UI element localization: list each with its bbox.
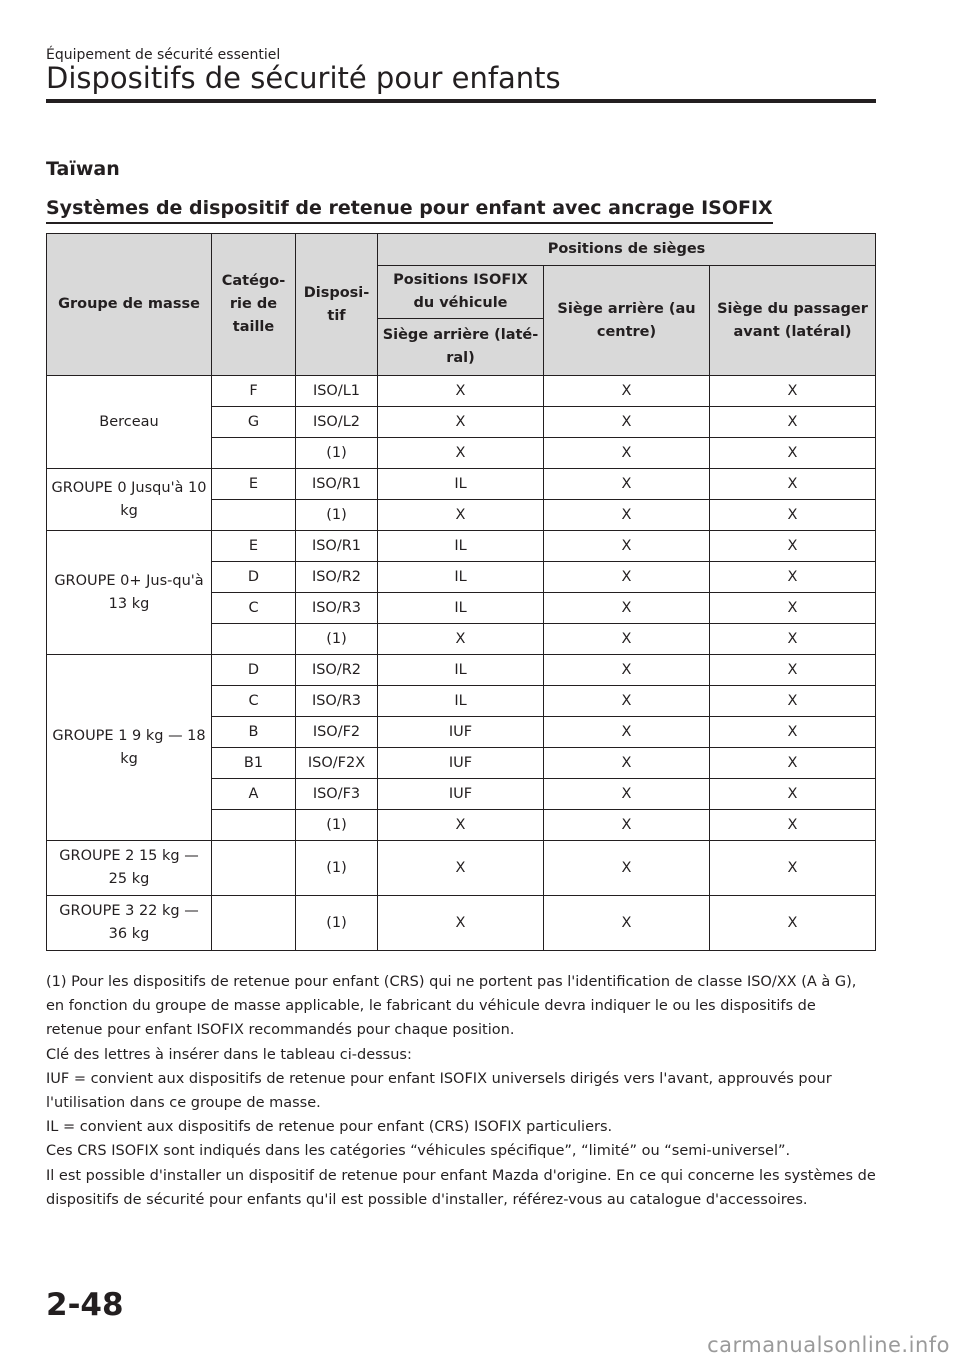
table-cell: X: [710, 748, 876, 779]
header-rear-lateral: Siège arrière (laté-ral): [378, 319, 544, 376]
table-cell: ISO/R2: [296, 562, 378, 593]
table-cell: X: [710, 407, 876, 438]
table-cell: X: [710, 376, 876, 407]
table-cell: X: [544, 624, 710, 655]
table-cell: X: [710, 779, 876, 810]
table-cell: [212, 500, 296, 531]
table-cell: IL: [378, 686, 544, 717]
note-paragraph: Clé des lettres à insérer dans le tableau ci-dessus:: [46, 1046, 412, 1063]
table-cell: X: [710, 896, 876, 951]
note-paragraph: Il est possible d'installer un dispositif de retenue pour enfant Mazda d'origine. En ce qui concerne les systèmes de dispositifs de sécurité pour enfants qu'il est possible d'installer, référez-vous au catalogue d'accessoires.: [46, 1167, 876, 1208]
table-body: [47, 376, 876, 951]
table-cell: X: [544, 562, 710, 593]
table-cell: X: [710, 593, 876, 624]
table-cell: ISO/R2: [296, 655, 378, 686]
page-title: Dispositifs de sécurité pour enfants: [46, 61, 561, 95]
table-cell: IL: [378, 469, 544, 500]
table-cell: X: [710, 500, 876, 531]
table-cell: [212, 896, 296, 951]
table-cell: X: [710, 655, 876, 686]
table-cell: B: [212, 717, 296, 748]
mass-group-cell: GROUPE 2 15 kg — 25 kg: [47, 841, 212, 896]
table-cell: X: [544, 779, 710, 810]
table-row: [47, 531, 876, 562]
mass-group-cell: GROUPE 1 9 kg — 18 kg: [47, 655, 212, 841]
table-cell: ISO/R1: [296, 469, 378, 500]
table-row: [47, 376, 876, 407]
table-row: [47, 469, 876, 500]
table-cell: X: [544, 438, 710, 469]
header-seat-positions: Positions de sièges: [378, 234, 876, 266]
table-cell: [212, 841, 296, 896]
table-cell: X: [378, 841, 544, 896]
section-label: Équipement de sécurité essentiel: [46, 47, 281, 63]
header-size-category: Catégo-rie de taille: [212, 234, 296, 376]
table-cell: ISO/L1: [296, 376, 378, 407]
table-cell: [212, 624, 296, 655]
table-cell: ISO/F3: [296, 779, 378, 810]
table-cell: X: [378, 376, 544, 407]
mass-group-cell: GROUPE 0+ Jus-qu'à 13 kg: [47, 531, 212, 655]
header-mass-group: Groupe de masse: [47, 234, 212, 376]
table-cell: C: [212, 593, 296, 624]
notes: [46, 970, 876, 1212]
table-cell: (1): [296, 438, 378, 469]
table-cell: (1): [296, 500, 378, 531]
table-cell: IL: [378, 531, 544, 562]
table-cell: X: [544, 407, 710, 438]
table-row: [47, 896, 876, 951]
table-cell: (1): [296, 810, 378, 841]
page-number: 2-48: [46, 1287, 124, 1323]
table-row: [47, 841, 876, 896]
note-paragraph: (1) Pour les dispositifs de retenue pour enfant (CRS) qui ne portent pas l'identification de classe ISO/XX (A à G), en fonction du groupe de masse applicable, le fabricant du véhicule devra indiquer le ou les dispositifs de retenue pour enfant ISOFIX recommandés pour chaque position.: [46, 974, 857, 1039]
note-paragraph: IL = convient aux dispositifs de retenue pour enfant (CRS) ISOFIX particuliers.: [46, 1119, 613, 1136]
table-cell: X: [378, 500, 544, 531]
table-cell: [212, 438, 296, 469]
table-cell: X: [378, 624, 544, 655]
table-cell: X: [544, 896, 710, 951]
table-cell: X: [378, 810, 544, 841]
table-cell: ISO/R1: [296, 531, 378, 562]
table-cell: A: [212, 779, 296, 810]
table-cell: X: [544, 655, 710, 686]
table-cell: F: [212, 376, 296, 407]
table-cell: X: [544, 531, 710, 562]
note-paragraph: IUF = convient aux dispositifs de retenue pour enfant ISOFIX universels dirigés vers l'avant, approuvés pour l'utilisation dans ce groupe de masse.: [46, 1070, 832, 1112]
table-cell: D: [212, 562, 296, 593]
table-cell: X: [544, 376, 710, 407]
table-cell: IL: [378, 655, 544, 686]
table-cell: X: [378, 407, 544, 438]
table-cell: IL: [378, 562, 544, 593]
table-cell: X: [544, 748, 710, 779]
mass-group-cell: GROUPE 0 Jusqu'à 10 kg: [47, 469, 212, 531]
table-cell: B1: [212, 748, 296, 779]
table-cell: X: [544, 810, 710, 841]
mass-group-cell: GROUPE 3 22 kg — 36 kg: [47, 896, 212, 951]
mass-group-cell: Berceau: [47, 376, 212, 469]
table-cell: ISO/F2X: [296, 748, 378, 779]
table-cell: X: [710, 841, 876, 896]
table-cell: X: [710, 438, 876, 469]
table-cell: X: [378, 896, 544, 951]
table-cell: [212, 810, 296, 841]
table-cell: G: [212, 407, 296, 438]
table-cell: ISO/R3: [296, 593, 378, 624]
table-cell: X: [544, 717, 710, 748]
table-cell: ISO/F2: [296, 717, 378, 748]
table-subtitle: Systèmes de dispositif de retenue pour enfant avec ancrage ISOFIX: [46, 197, 773, 224]
table-cell: X: [544, 469, 710, 500]
header-isofix-positions: Positions ISOFIX du véhicule: [378, 266, 544, 319]
header-rear-center: Siège arrière (au centre): [544, 266, 710, 376]
table-cell: X: [378, 438, 544, 469]
note-paragraph: Ces CRS ISOFIX sont indiqués dans les catégories “véhicules spécifique”, “limité” ou “semi-universel”.: [46, 1143, 791, 1160]
header-device: Disposi-tif: [296, 234, 378, 376]
table-cell: X: [710, 531, 876, 562]
table-cell: X: [710, 717, 876, 748]
header-front-passenger: Siège du passager avant (latéral): [710, 266, 876, 376]
title-rule: [46, 99, 876, 103]
table-cell: X: [544, 841, 710, 896]
table-cell: IUF: [378, 717, 544, 748]
table-cell: X: [544, 593, 710, 624]
table-cell: E: [212, 469, 296, 500]
table-row: [47, 655, 876, 686]
table-cell: ISO/L2: [296, 407, 378, 438]
table-cell: X: [544, 500, 710, 531]
table-cell: X: [710, 562, 876, 593]
table-cell: IL: [378, 593, 544, 624]
table-cell: X: [710, 686, 876, 717]
watermark: carmanualsonline.info: [707, 1333, 950, 1357]
table-cell: X: [710, 624, 876, 655]
table-cell: IUF: [378, 748, 544, 779]
table-cell: X: [544, 686, 710, 717]
table-cell: (1): [296, 896, 378, 951]
region-heading: Taïwan: [46, 158, 120, 180]
table-cell: (1): [296, 841, 378, 896]
table-cell: E: [212, 531, 296, 562]
table-cell: IUF: [378, 779, 544, 810]
table-cell: X: [710, 469, 876, 500]
table-cell: ISO/R3: [296, 686, 378, 717]
table-cell: X: [710, 810, 876, 841]
table-cell: D: [212, 655, 296, 686]
table-cell: (1): [296, 624, 378, 655]
table-cell: C: [212, 686, 296, 717]
isofix-table: [46, 233, 876, 951]
